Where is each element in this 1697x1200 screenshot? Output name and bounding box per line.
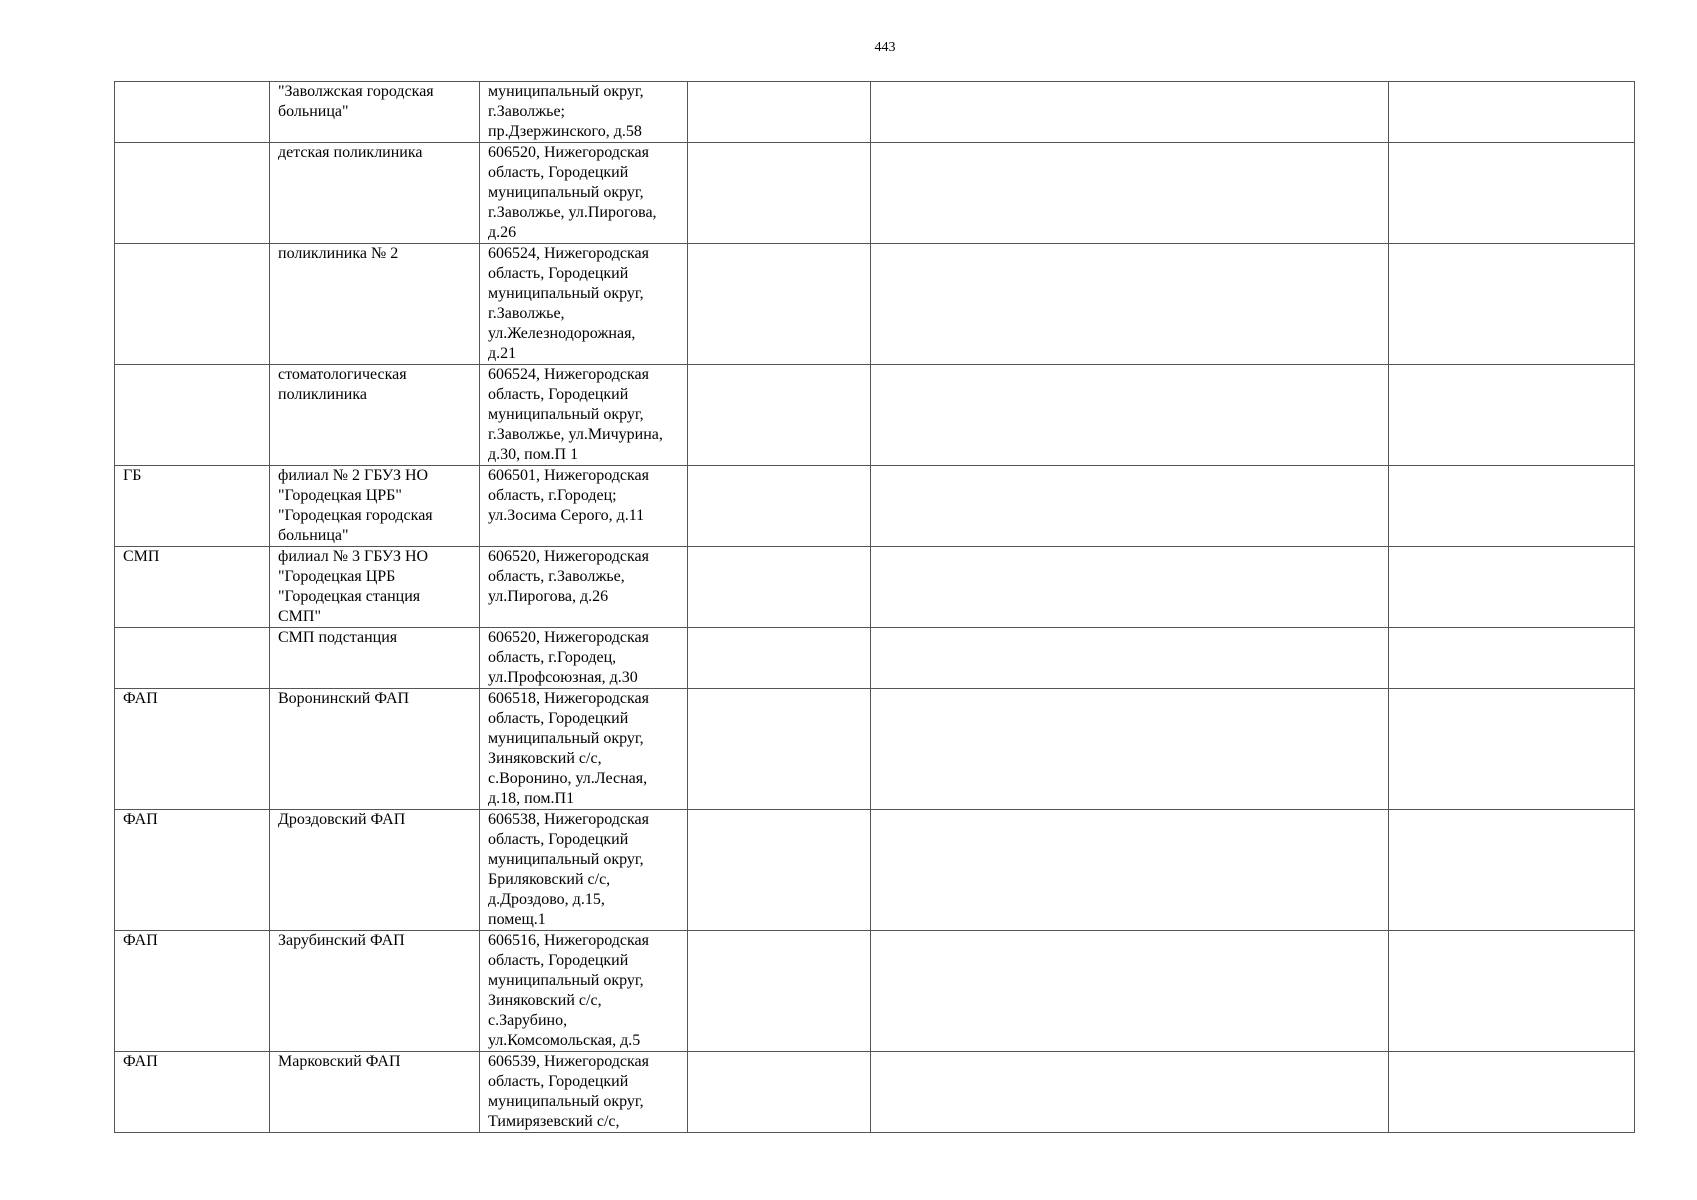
table-row [115,931,1635,1052]
empty-cell [688,689,871,810]
address-cell: 606524, Нижегородская область, Городецкий муниципальный округ, г.Заволжье, ул.Железнодорожная, д.21 [480,244,688,365]
type-cell [115,365,270,466]
name-cell: Воронинский ФАП [270,689,480,810]
address-cell: 606516, Нижегородская область, Городецкий муниципальный округ, Зиняковский с/с, с.Зарубино, ул.Комсомольская, д.5 [480,931,688,1052]
type-cell [115,244,270,365]
empty-cell [688,810,871,931]
address-cell: 606518, Нижегородская область, Городецкий муниципальный округ, Зиняковский с/с, с.Воронино, ул.Лесная, д.18, пом.П1 [480,689,688,810]
empty-cell [871,931,1389,1052]
empty-cell [688,1052,871,1133]
empty-cell [1389,628,1635,689]
empty-cell [871,810,1389,931]
table-row [115,1052,1635,1133]
name-cell: филиал № 2 ГБУЗ НО "Городецкая ЦРБ" "Городецкая городская больница" [270,466,480,547]
table-row [115,810,1635,931]
address-cell: муниципальный округ, г.Заволжье; пр.Дзержинского, д.58 [480,82,688,143]
address-cell: 606520, Нижегородская область, г.Городец, ул.Профсоюзная, д.30 [480,628,688,689]
name-cell: детская поликлиника [270,143,480,244]
empty-cell [688,244,871,365]
empty-cell [688,143,871,244]
table-row [115,689,1635,810]
empty-cell [688,547,871,628]
type-cell [115,82,270,143]
table-row [115,466,1635,547]
type-cell: ФАП [115,810,270,931]
address-cell: 606501, Нижегородская область, г.Городец; ул.Зосима Серого, д.11 [480,466,688,547]
empty-cell [688,931,871,1052]
empty-cell [688,466,871,547]
empty-cell [1389,1052,1635,1133]
address-cell: 606538, Нижегородская область, Городецкий муниципальный округ, Бриляковский с/с, д.Дроздово, д.15, помещ.1 [480,810,688,931]
empty-cell [871,628,1389,689]
address-cell: 606520, Нижегородская область, г.Заволжье, ул.Пирогова, д.26 [480,547,688,628]
type-cell [115,143,270,244]
empty-cell [1389,547,1635,628]
empty-cell [871,1052,1389,1133]
empty-cell [871,82,1389,143]
empty-cell [1389,689,1635,810]
empty-cell [1389,143,1635,244]
facilities-table [114,81,1635,1133]
empty-cell [1389,244,1635,365]
table-row [115,365,1635,466]
type-cell: ГБ [115,466,270,547]
type-cell [115,628,270,689]
empty-cell [871,466,1389,547]
empty-cell [1389,810,1635,931]
empty-cell [871,689,1389,810]
table-row [115,547,1635,628]
address-cell: 606524, Нижегородская область, Городецкий муниципальный округ, г.Заволжье, ул.Мичурина, д.30, пом.П 1 [480,365,688,466]
table-row [115,244,1635,365]
empty-cell [1389,466,1635,547]
table-row [115,143,1635,244]
name-cell: Марковский ФАП [270,1052,480,1133]
empty-cell [871,365,1389,466]
page-number: 443 [874,40,896,55]
type-cell: ФАП [115,931,270,1052]
address-cell: 606539, Нижегородская область, Городецкий муниципальный округ, Тимирязевский с/с, [480,1052,688,1133]
name-cell: стоматологическая поликлиника [270,365,480,466]
table-row [115,82,1635,143]
type-cell: СМП [115,547,270,628]
empty-cell [1389,82,1635,143]
table-row [115,628,1635,689]
empty-cell [688,628,871,689]
address-cell: 606520, Нижегородская область, Городецкий муниципальный округ, г.Заволжье, ул.Пирогова, д.26 [480,143,688,244]
empty-cell [1389,931,1635,1052]
empty-cell [871,244,1389,365]
name-cell: филиал № 3 ГБУЗ НО "Городецкая ЦРБ "Городецкая станция СМП" [270,547,480,628]
empty-cell [871,143,1389,244]
empty-cell [871,547,1389,628]
type-cell: ФАП [115,1052,270,1133]
empty-cell [688,365,871,466]
name-cell: Зарубинский ФАП [270,931,480,1052]
empty-cell [1389,365,1635,466]
name-cell: "Заволжская городская больница" [270,82,480,143]
type-cell: ФАП [115,689,270,810]
name-cell: поликлиника № 2 [270,244,480,365]
name-cell: СМП подстанция [270,628,480,689]
empty-cell [688,82,871,143]
name-cell: Дроздовский ФАП [270,810,480,931]
